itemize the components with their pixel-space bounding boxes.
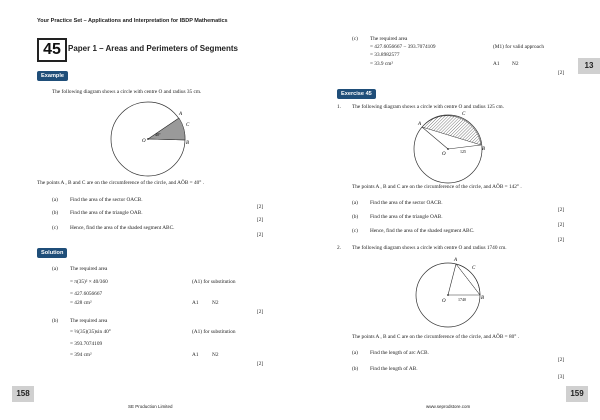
diagram-label-b: B (186, 141, 190, 146)
sol-c-n2: N2 (512, 61, 519, 67)
example-circle-diagram (100, 96, 200, 180)
q2-circle-diagram (398, 251, 498, 329)
q2-part-a-marks: [2] (558, 357, 565, 363)
sol-b-a1: A1 (192, 352, 199, 358)
q1-intro: The following diagram shows a circle with centre O and radius 125 cm. (352, 104, 504, 110)
example-part-b-marks: [2] (257, 217, 264, 223)
sol-b-line2: = ½(35)(35)sin 40° (70, 329, 111, 335)
q1-circle-diagram (398, 110, 498, 186)
sol-c-line3: = 33.8982577 (370, 52, 400, 58)
exercise-label: Exercise 45 (337, 89, 376, 99)
q2-label-o: O (442, 299, 446, 304)
q1-part-b-label: (b) (352, 214, 359, 220)
sol-b-line3: = 393.7074109 (70, 341, 103, 347)
sol-b-line1: The required area (70, 318, 108, 324)
sol-c-a1: A1 (493, 61, 500, 67)
sol-a-line4: = 428 cm² (70, 300, 92, 306)
q1-part-a-label: (a) (352, 200, 358, 206)
sol-a-a1: A1 (192, 300, 199, 306)
q1-number: 1. (337, 104, 341, 110)
example-part-c-label: (c) (52, 225, 58, 231)
sol-c-label: (c) (352, 36, 358, 42)
q2-part-b-text: Find the length of AB. (370, 366, 418, 372)
sol-b-line4: = 394 cm² (70, 352, 92, 358)
q2-label-b: B (481, 296, 485, 301)
q1-part-b-text: Find the area of the triangle OAB. (370, 214, 443, 220)
sol-b-n2: N2 (212, 352, 219, 358)
sol-a-label: (a) (52, 266, 58, 272)
diagram-label-c: C (186, 123, 190, 128)
q1-part-a-text: Find the area of the sector OACB. (370, 200, 443, 206)
sol-a-marks: [2] (257, 309, 264, 315)
sol-c-line4: = 33.9 cm² (370, 61, 393, 67)
example-part-b-label: (b) (52, 210, 59, 216)
q2-radius-label: 1740 (458, 297, 466, 302)
q1-part-c-text: Hence, find the area of the shaded segment ABC. (370, 228, 475, 234)
example-part-c-marks: [2] (257, 232, 264, 238)
chapter-title: Paper 1 – Areas and Perimeters of Segments (68, 44, 238, 53)
q2-part-a-label: (a) (352, 350, 358, 356)
diagram-label-a: A (179, 112, 183, 117)
q2-statement: The points A , B and C are on the circumference of the circle, and AÔB = 80° . (352, 334, 520, 340)
q2-part-b-label: (b) (352, 366, 359, 372)
q2-label-a: A (454, 258, 458, 263)
sol-b-note: (A1) for substitution (192, 329, 236, 335)
sol-c-marks: [2] (558, 70, 565, 76)
q1-part-b-marks: [2] (558, 222, 565, 228)
sol-c-note: (M1) for valid approach (493, 44, 545, 50)
sol-a-line2: = π(35)² × 40/360 (70, 279, 108, 285)
solution-label: Solution (37, 248, 67, 258)
example-part-a-marks: [2] (257, 204, 264, 210)
q2-part-b-marks: [3] (558, 374, 565, 380)
chapter-number-badge: 45 (37, 38, 67, 62)
q1-label-b: B (482, 147, 486, 152)
example-part-c-text: Hence, find the area of the shaded segment ABC. (70, 225, 175, 231)
page-number-left: 158 (12, 386, 34, 402)
sol-c-line2: = 427.6056667 − 393.7074109 (370, 44, 436, 50)
q1-label-a: A (418, 122, 422, 127)
q1-part-a-marks: [2] (558, 207, 565, 213)
example-part-a-text: Find the area of the sector OACB. (70, 197, 143, 203)
sol-b-label: (b) (52, 318, 59, 324)
page-number-right: 159 (566, 386, 588, 402)
book-header: Your Practice Set – Applications and Interpretation for IBDP Mathematics (37, 18, 228, 24)
sol-a-line1: The required area (70, 266, 108, 272)
q1-part-c-marks: [2] (558, 237, 565, 243)
chapter-side-tab: 13 (578, 58, 600, 74)
example-statement: The points A , B and C are on the circumference of the circle, and AÔB = 40° . (37, 180, 205, 186)
example-part-a-label: (a) (52, 197, 58, 203)
sol-a-n2: N2 (212, 300, 219, 306)
q1-label-o: O (442, 152, 446, 157)
q1-part-c-label: (c) (352, 228, 358, 234)
diagram-label-o: O (142, 139, 146, 144)
q1-label-c: C (462, 112, 466, 117)
diagram-angle: 40° (155, 132, 161, 137)
q2-number: 2. (337, 245, 341, 251)
sol-a-line3: = 427.6056667 (70, 291, 103, 297)
q2-label-c: C (472, 266, 476, 271)
q2-part-a-text: Find the length of arc ACB. (370, 350, 429, 356)
sol-a-note: (A1) for substitution (192, 279, 236, 285)
footer-left: SE Production Limited (128, 404, 173, 409)
q2-intro: The following diagram shows a circle with centre O and radius 1740 cm. (352, 245, 507, 251)
example-intro: The following diagram shows a circle with centre O and radius 35 cm. (52, 89, 202, 95)
example-part-b-text: Find the area of the triangle OAB. (70, 210, 143, 216)
q1-radius-label: 125 (460, 149, 466, 154)
example-label: Example (37, 71, 68, 81)
sol-c-line1: The required area (370, 36, 408, 42)
q1-statement: The points A , B and C are on the circumference of the circle, and AÔB = 142° . (352, 184, 522, 190)
sol-b-marks: [2] (257, 361, 264, 367)
footer-right: www.seprodstore.com (426, 404, 471, 409)
